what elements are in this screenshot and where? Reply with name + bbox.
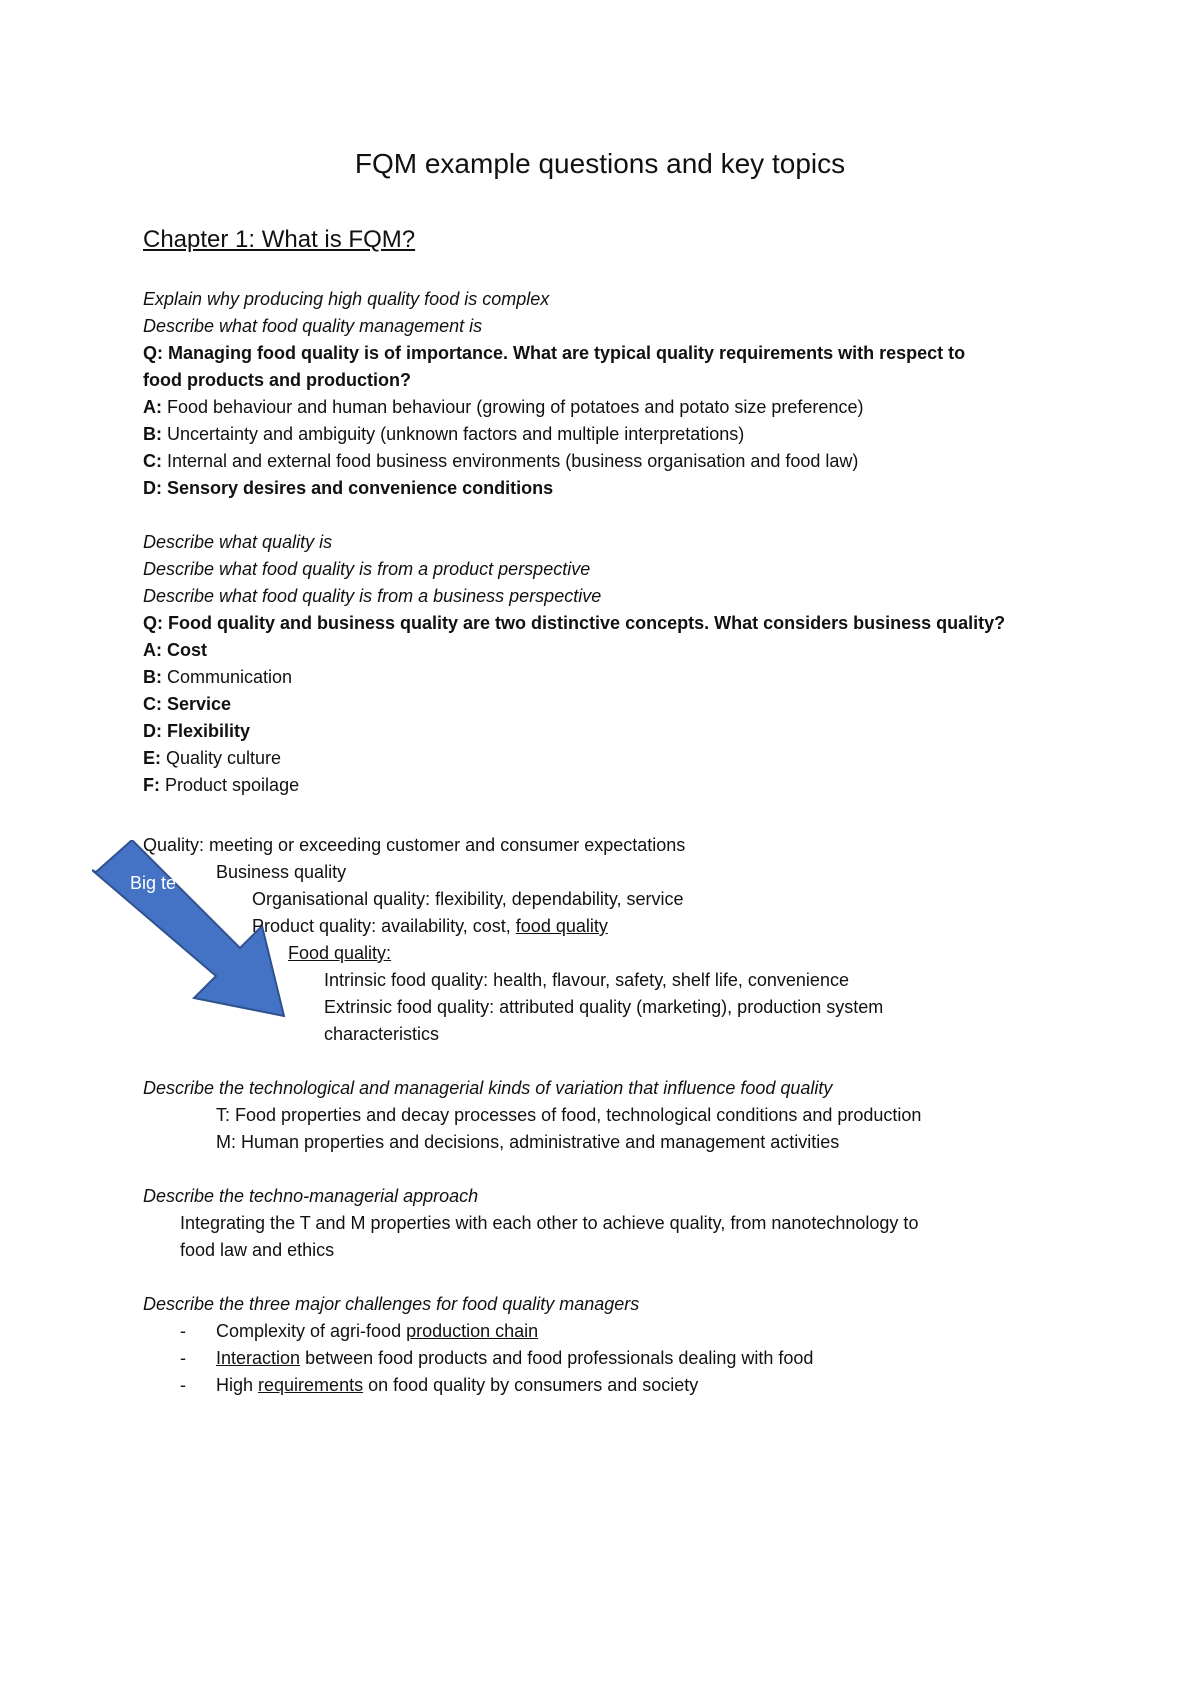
- extrinsic-quality: Extrinsic food quality: attributed quality (marketing), production system: [324, 997, 884, 1017]
- quality-definition: Quality: meeting or exceeding customer and consumer expectations: [143, 835, 686, 855]
- answer-text: Communication: [167, 667, 293, 687]
- answer-label: B:: [143, 667, 167, 687]
- answer-label: C:: [143, 451, 167, 471]
- answer-label: A:: [143, 640, 167, 660]
- list-item-underlined: Interaction: [216, 1348, 301, 1368]
- prompt-line: Describe the technological and managerial kinds of variation that influence food quality: [143, 1078, 833, 1098]
- answer-text: Sensory desires and convenience conditions: [167, 478, 554, 498]
- answer-label: D:: [143, 721, 167, 741]
- answer-text: Uncertainty and ambiguity (unknown factors and multiple interpretations): [167, 424, 745, 444]
- question-line: Q: Managing food quality is of importance. What are typical quality requirements with respect to: [143, 343, 966, 363]
- answer-line: [143, 718, 250, 745]
- answer-text: Food behaviour and human behaviour (growing of potatoes and potato size preference): [167, 397, 864, 417]
- business-quality: Business quality: [216, 862, 347, 882]
- answer-label: B:: [143, 424, 167, 444]
- page-title: FQM example questions and key topics: [354, 148, 846, 179]
- prompt-line: Describe the techno-managerial approach: [143, 1186, 479, 1206]
- answer-line: [143, 421, 744, 448]
- list-item: [216, 1318, 538, 1345]
- prompt-line: Describe what quality is: [143, 532, 333, 552]
- prompt-line: Explain why producing high quality food is complex: [143, 289, 550, 309]
- extrinsic-quality-cont: characteristics: [324, 1024, 440, 1044]
- intrinsic-quality: Intrinsic food quality: health, flavour, safety, shelf life, convenience: [324, 970, 849, 990]
- answer-line: [143, 664, 292, 691]
- bullet-dash: -: [180, 1321, 186, 1341]
- answer-text: Product spoilage: [165, 775, 300, 795]
- answer-text: Cost: [167, 640, 207, 660]
- prompt-line: Describe what food quality is from a business perspective: [143, 586, 602, 606]
- list-item-underlined: requirements: [258, 1375, 364, 1395]
- answer-line: [143, 394, 863, 421]
- answer-label: A:: [143, 397, 167, 417]
- bullet-dash: -: [180, 1375, 186, 1395]
- bullet-dash: -: [180, 1348, 186, 1368]
- answer-line: [143, 772, 299, 799]
- answer-label: D:: [143, 478, 167, 498]
- prompt-line: Describe what food quality management is: [143, 316, 483, 336]
- prompt-line: Describe what food quality is from a product perspective: [143, 559, 591, 579]
- approach-text: Integrating the T and M properties with each other to achieve quality, from nanotechnology to: [180, 1213, 919, 1233]
- question-line: food products and production?: [143, 370, 411, 390]
- product-quality: [252, 913, 608, 940]
- answer-text: Flexibility: [167, 721, 251, 741]
- list-item-text: between food products and food professionals dealing with food: [300, 1348, 814, 1368]
- food-quality-heading: Food quality:: [288, 943, 392, 963]
- answer-line-correct: [143, 691, 231, 718]
- answer-line-correct: [143, 637, 207, 664]
- food-quality-link: food quality: [515, 916, 608, 936]
- chapter-heading: Chapter 1: What is FQM?: [143, 226, 416, 253]
- arrow-label: Big te: [130, 873, 177, 893]
- list-item-text: on food quality by consumers and society: [363, 1375, 699, 1395]
- answer-text: Service: [167, 694, 232, 714]
- list-item: [216, 1345, 813, 1372]
- list-item-underlined: production chain: [406, 1321, 539, 1341]
- answer-text: Internal and external food business environments (business organisation and food law): [167, 451, 859, 471]
- list-item-text: High: [216, 1375, 259, 1395]
- approach-text-cont: food law and ethics: [180, 1240, 335, 1260]
- variation-t: T: Food properties and decay processes of food, technological conditions and production: [216, 1105, 922, 1125]
- variation-m: M: Human properties and decisions, administrative and management activities: [216, 1132, 840, 1152]
- answer-label: E:: [143, 748, 167, 768]
- prompt-line: Describe the three major challenges for food quality managers: [143, 1294, 640, 1314]
- answer-line-correct: [143, 475, 553, 502]
- list-item-text: Complexity of agri-food: [216, 1321, 407, 1341]
- list-item: [216, 1372, 698, 1399]
- organisational-quality: Organisational quality: flexibility, dependability, service: [252, 889, 684, 909]
- answer-line: [143, 745, 281, 772]
- answer-label: F:: [143, 775, 165, 795]
- question-line: Q: Food quality and business quality are two distinctive concepts. What considers business quality?: [143, 613, 1006, 633]
- answer-label: C:: [143, 694, 167, 714]
- answer-line: [143, 448, 858, 475]
- product-quality-text: Product quality: availability, cost,: [252, 916, 516, 936]
- answer-text: Quality culture: [166, 748, 282, 768]
